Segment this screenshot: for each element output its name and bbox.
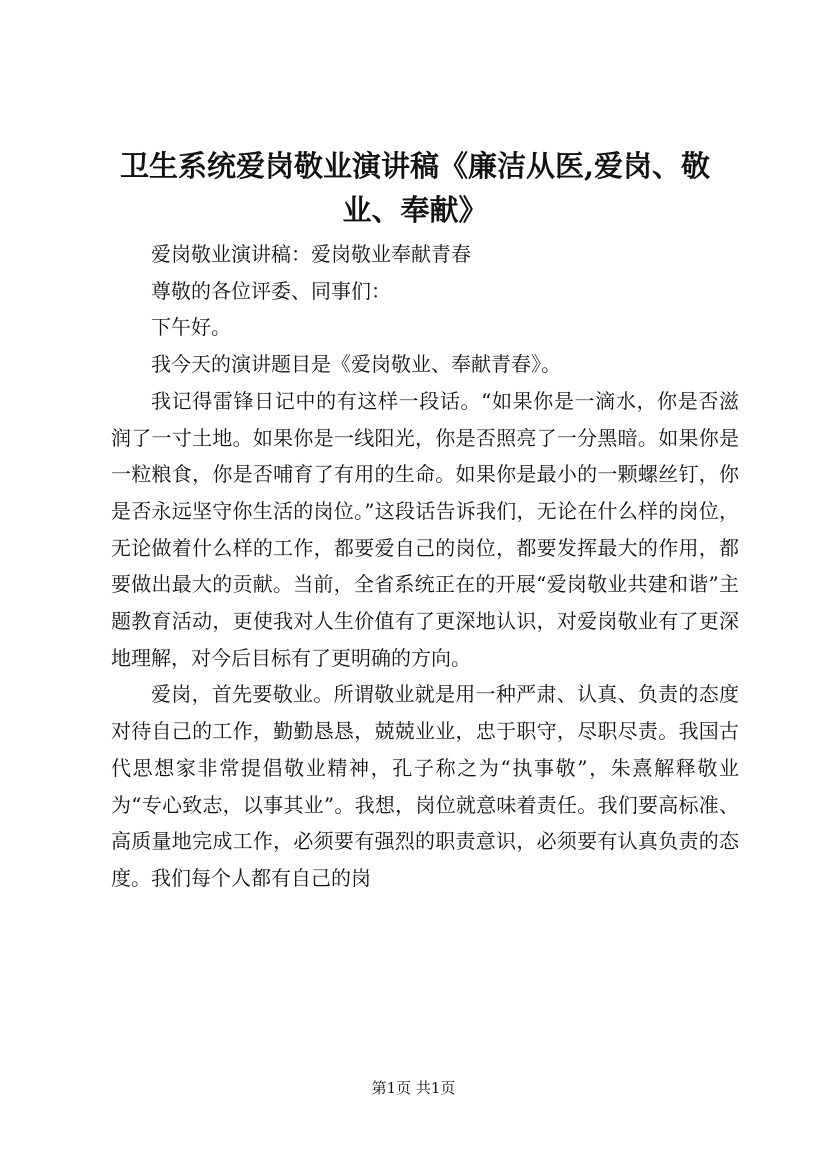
- document-title: 卫生系统爱岗敬业演讲稿《廉洁从医,爱岗、敬业、奉献》: [119, 149, 711, 227]
- document-body: [111, 236, 739, 897]
- paragraph-greeting: 下午好。: [151, 315, 231, 340]
- paragraph-salutation: 尊敬的各位评委、同事们：: [151, 278, 391, 303]
- paragraph-subtitle: 爱岗敬业演讲稿：爱岗敬业奉献青春: [151, 242, 471, 266]
- paragraph-topic: 我今天的演讲题目是《爱岗敬业、奉献青春》。: [151, 352, 561, 377]
- paragraph-body-2: 爱岗，首先要敬业。所谓敬业就是用一种严肃、认真、负责的态度对待自己的工作，勤勤恳恳，兢兢业业，忠于职守，尽职尽责。我国古代思想家非常提倡敬业精神，孔子称之为“执事敬”，朱熹解释敬业为“专心致志，以事其业”。我想，岗位就意味着责任。我们要高标准、高质量地完成工作，必须要有强烈的职责意识，必须要有认真负责的态度。我们每个人都有自己的岗: [111, 682, 739, 890]
- paragraph-body-1: 我记得雷锋日记中的有这样一段话。“如果你是一滴水，你是否滋润了一寸土地。如果你是一线阳光，你是否照亮了一分黑暗。如果你是一粒粮食，你是否哺育了有用的生命。如果你是最小的一颗螺丝钉，你是否永远坚守你生活的岗位。”这段话告诉我们，无论在什么样的岗位，无论做着什么样的工作，都要爱自己的岗位，都要发挥最大的作用，都要做出最大的贡献。当前，全省系统正在的开展“爱岗敬业共建和谐”主题教育活动，更使我对人生价值有了更深地认识，对爱岗敬业有了更深地理解，对今后目标有了更明确的方向。: [111, 388, 739, 670]
- page-footer: 第1页 共1页: [371, 1079, 456, 1097]
